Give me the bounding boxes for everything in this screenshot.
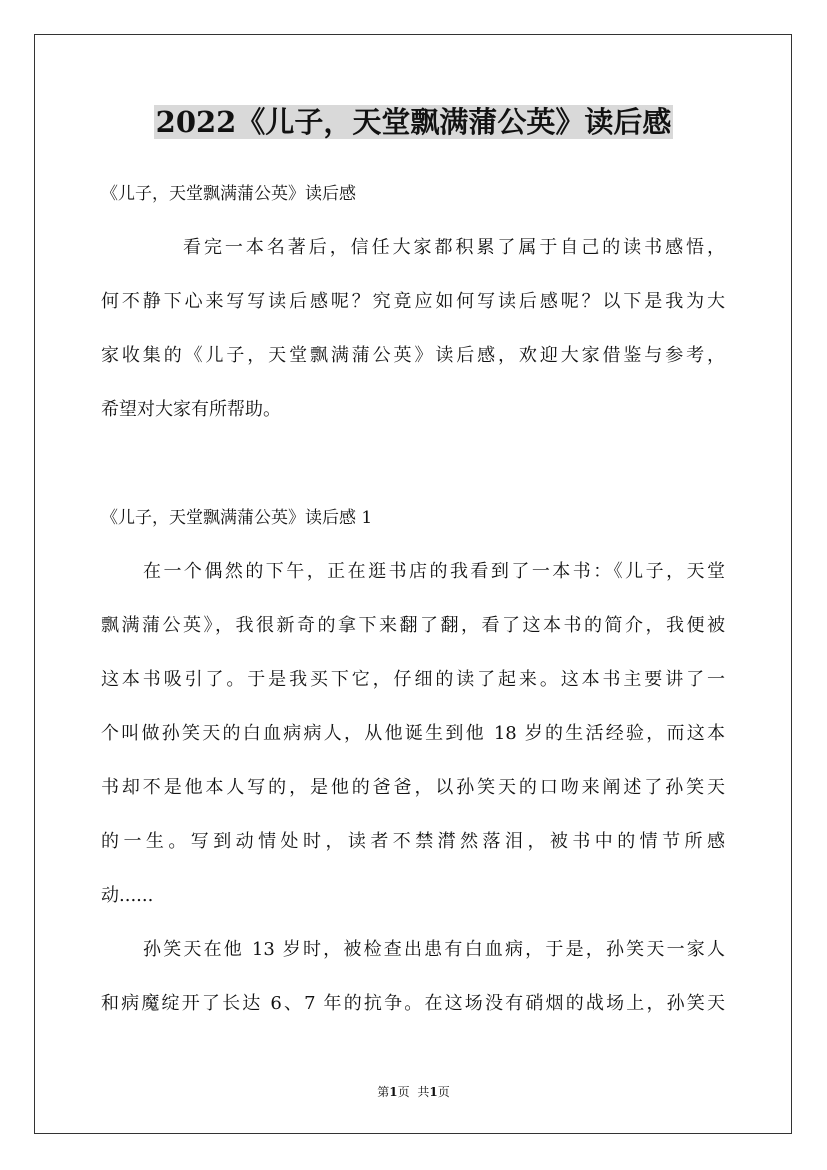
p1-line-7: 动...... (101, 885, 154, 906)
page-suffix: 页 (397, 1085, 410, 1099)
essay1-paragraph-1 (101, 545, 725, 923)
intro-line-4: 希望对大家有所帮助。 (101, 399, 281, 420)
total-prefix: 共 (417, 1085, 430, 1099)
page-footer (0, 1083, 827, 1101)
document-title-text: 2022《儿子，天堂飘满蒲公英》读后感 (155, 105, 672, 139)
section-heading: 《儿子，天堂飘满蒲公英》读后感 (101, 184, 356, 204)
p1-line-5: 书却不是他本人写的，是他的爸爸，以孙笑天的口吻来阐述了孙笑天 (101, 777, 725, 798)
p1-line-1: 在一个偶然的下午，正在逛书店的我看到了一本书：《儿子，天堂 (143, 561, 725, 582)
total-suffix: 页 (437, 1085, 450, 1099)
intro-paragraph (101, 221, 725, 437)
page-total: 1 (429, 1085, 438, 1099)
intro-line-1: 看完一本名著后，信任大家都积累了属于自己的读书感悟， (183, 237, 725, 258)
essay1-paragraph-2 (101, 923, 725, 1031)
intro-line-2: 何不静下心来写写读后感呢？究竟应如何写读后感呢？以下是我为大 (101, 291, 725, 312)
intro-line-3: 家收集的《儿子，天堂飘满蒲公英》读后感，欢迎大家借鉴与参考， (101, 345, 725, 366)
p2-line-1: 孙笑天在他 13 岁时，被检查出患有白血病，于是，孙笑天一家人 (143, 939, 725, 960)
p2-line-2: 和病魔绽开了长达 6、7 年的抗争。在这场没有硝烟的战场上，孙笑天 (101, 993, 725, 1014)
document-title (0, 100, 827, 144)
p1-line-4: 个叫做孙笑天的白血病病人，从他诞生到他 18 岁的生活经验，而这本 (101, 723, 725, 744)
p1-line-3: 这本书吸引了。于是我买下它，仔细的读了起来。这本书主要讲了一 (101, 669, 725, 690)
p1-line-6: 的一生。写到动情处时，读者不禁潸然落泪，被书中的情节所感 (101, 831, 725, 852)
page-current: 1 (389, 1085, 398, 1099)
section-heading-block (101, 167, 725, 221)
essay1-heading-block (101, 491, 725, 545)
p1-line-2: 飘满蒲公英》，我很新奇的拿下来翻了翻，看了这本书的简介，我便被 (101, 615, 725, 636)
page-prefix: 第 (377, 1085, 390, 1099)
essay1-heading: 《儿子，天堂飘满蒲公英》读后感 1 (101, 508, 373, 528)
